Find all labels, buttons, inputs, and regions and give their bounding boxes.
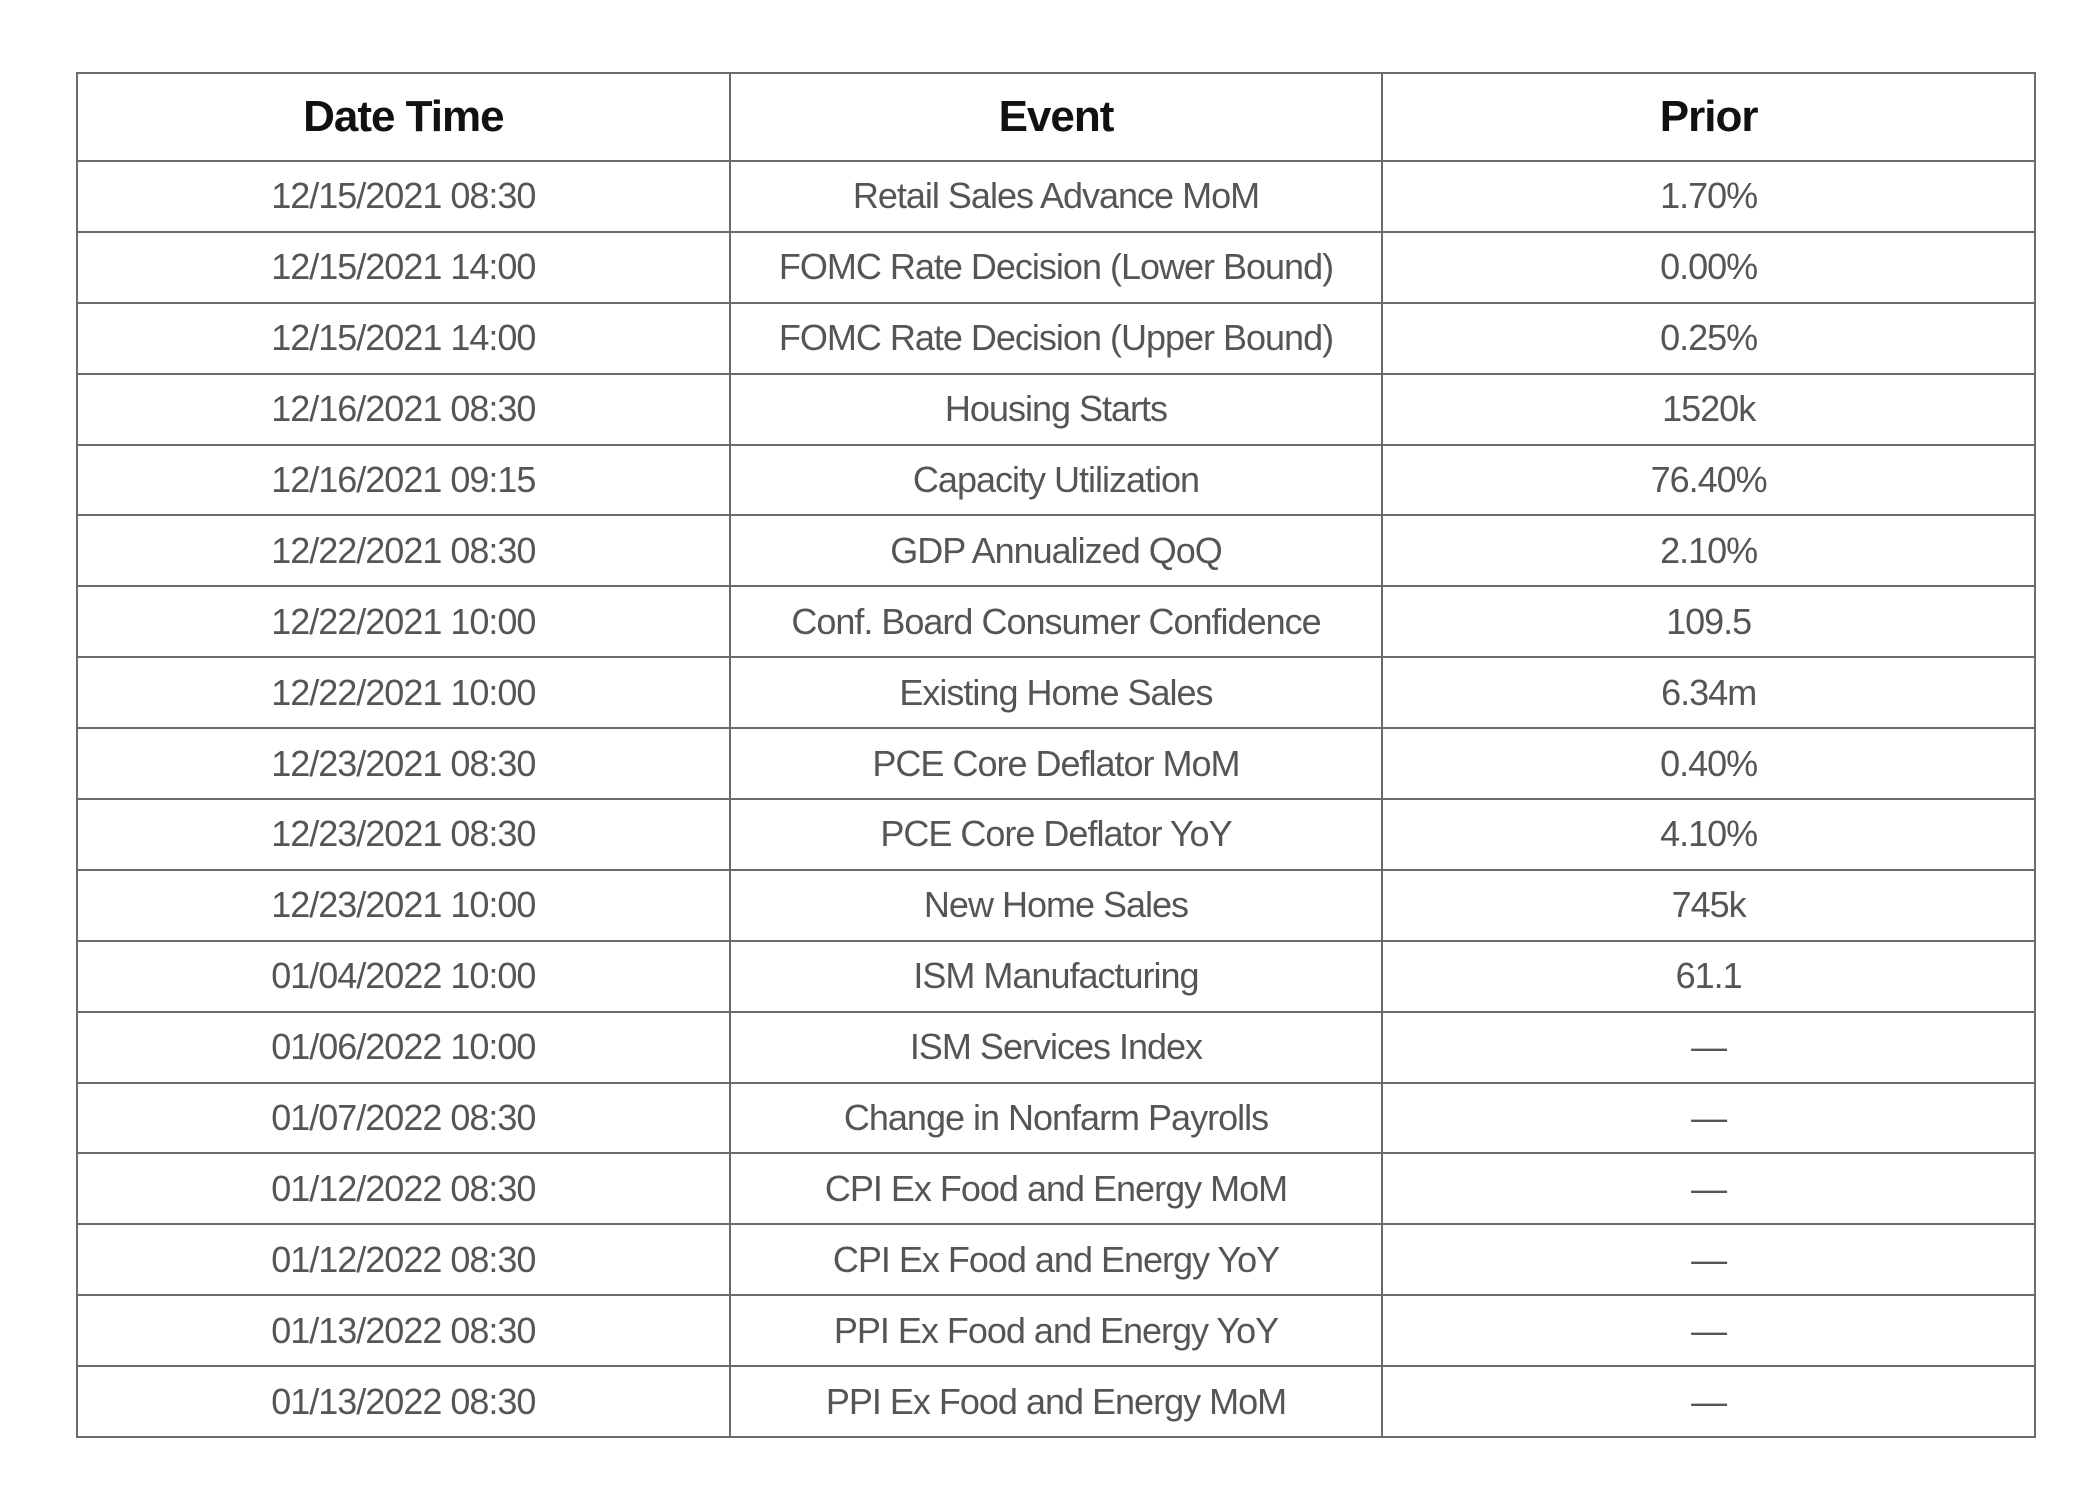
date-time-cell: 01/13/2022 08:30 <box>77 1366 730 1437</box>
event-cell: FOMC Rate Decision (Upper Bound) <box>730 303 1383 374</box>
table-row <box>77 515 2035 586</box>
date-time-cell: 12/15/2021 14:00 <box>77 232 730 303</box>
event-cell: CPI Ex Food and Energy MoM <box>730 1153 1383 1224</box>
prior-cell: 109.5 <box>1382 586 2035 657</box>
event-cell: PPI Ex Food and Energy MoM <box>730 1366 1383 1437</box>
table-row <box>77 799 2035 870</box>
table-row <box>77 161 2035 232</box>
event-cell: ISM Services Index <box>730 1012 1383 1083</box>
event-cell: FOMC Rate Decision (Lower Bound) <box>730 232 1383 303</box>
table-row <box>77 1012 2035 1083</box>
table-row <box>77 586 2035 657</box>
date-time-cell: 12/16/2021 08:30 <box>77 374 730 445</box>
date-time-cell: 01/07/2022 08:30 <box>77 1083 730 1154</box>
prior-cell: — <box>1382 1153 2035 1224</box>
prior-cell: 76.40% <box>1382 445 2035 516</box>
table-row <box>77 1153 2035 1224</box>
prior-cell: 0.25% <box>1382 303 2035 374</box>
table-row <box>77 941 2035 1012</box>
table-row <box>77 1366 2035 1437</box>
table-row <box>77 1224 2035 1295</box>
date-time-cell: 12/23/2021 10:00 <box>77 870 730 941</box>
prior-cell: 1.70% <box>1382 161 2035 232</box>
table-row <box>77 1083 2035 1154</box>
event-cell: Existing Home Sales <box>730 657 1383 728</box>
date-time-cell: 01/12/2022 08:30 <box>77 1224 730 1295</box>
header-event: Event <box>730 73 1383 161</box>
prior-cell: — <box>1382 1224 2035 1295</box>
date-time-cell: 12/15/2021 14:00 <box>77 303 730 374</box>
date-time-cell: 12/22/2021 10:00 <box>77 586 730 657</box>
table-body <box>77 161 2035 1437</box>
table-row <box>77 374 2035 445</box>
prior-cell: — <box>1382 1012 2035 1083</box>
table-row <box>77 657 2035 728</box>
table-row <box>77 445 2035 516</box>
prior-cell: 1520k <box>1382 374 2035 445</box>
event-cell: Change in Nonfarm Payrolls <box>730 1083 1383 1154</box>
date-time-cell: 01/13/2022 08:30 <box>77 1295 730 1366</box>
date-time-cell: 12/23/2021 08:30 <box>77 728 730 799</box>
event-cell: GDP Annualized QoQ <box>730 515 1383 586</box>
date-time-cell: 12/16/2021 09:15 <box>77 445 730 516</box>
prior-cell: 0.40% <box>1382 728 2035 799</box>
event-cell: PCE Core Deflator YoY <box>730 799 1383 870</box>
table-row <box>77 1295 2035 1366</box>
prior-cell: — <box>1382 1295 2035 1366</box>
event-cell: Capacity Utilization <box>730 445 1383 516</box>
prior-cell: — <box>1382 1083 2035 1154</box>
date-time-cell: 12/22/2021 08:30 <box>77 515 730 586</box>
event-cell: New Home Sales <box>730 870 1383 941</box>
table-row <box>77 728 2035 799</box>
prior-cell: — <box>1382 1366 2035 1437</box>
prior-cell: 4.10% <box>1382 799 2035 870</box>
event-cell: PCE Core Deflator MoM <box>730 728 1383 799</box>
header-row <box>77 73 2035 161</box>
table-row <box>77 232 2035 303</box>
event-cell: Conf. Board Consumer Confidence <box>730 586 1383 657</box>
event-cell: PPI Ex Food and Energy YoY <box>730 1295 1383 1366</box>
economic-calendar-table <box>76 72 2036 1438</box>
prior-cell: 745k <box>1382 870 2035 941</box>
table-row <box>77 870 2035 941</box>
prior-cell: 61.1 <box>1382 941 2035 1012</box>
date-time-cell: 12/15/2021 08:30 <box>77 161 730 232</box>
event-cell: CPI Ex Food and Energy YoY <box>730 1224 1383 1295</box>
table-header <box>77 73 2035 161</box>
event-cell: ISM Manufacturing <box>730 941 1383 1012</box>
prior-cell: 0.00% <box>1382 232 2035 303</box>
date-time-cell: 01/12/2022 08:30 <box>77 1153 730 1224</box>
prior-cell: 2.10% <box>1382 515 2035 586</box>
prior-cell: 6.34m <box>1382 657 2035 728</box>
header-prior: Prior <box>1382 73 2035 161</box>
date-time-cell: 01/06/2022 10:00 <box>77 1012 730 1083</box>
date-time-cell: 12/22/2021 10:00 <box>77 657 730 728</box>
date-time-cell: 12/23/2021 08:30 <box>77 799 730 870</box>
header-date-time: Date Time <box>77 73 730 161</box>
table-row <box>77 303 2035 374</box>
event-cell: Retail Sales Advance MoM <box>730 161 1383 232</box>
event-cell: Housing Starts <box>730 374 1383 445</box>
date-time-cell: 01/04/2022 10:00 <box>77 941 730 1012</box>
